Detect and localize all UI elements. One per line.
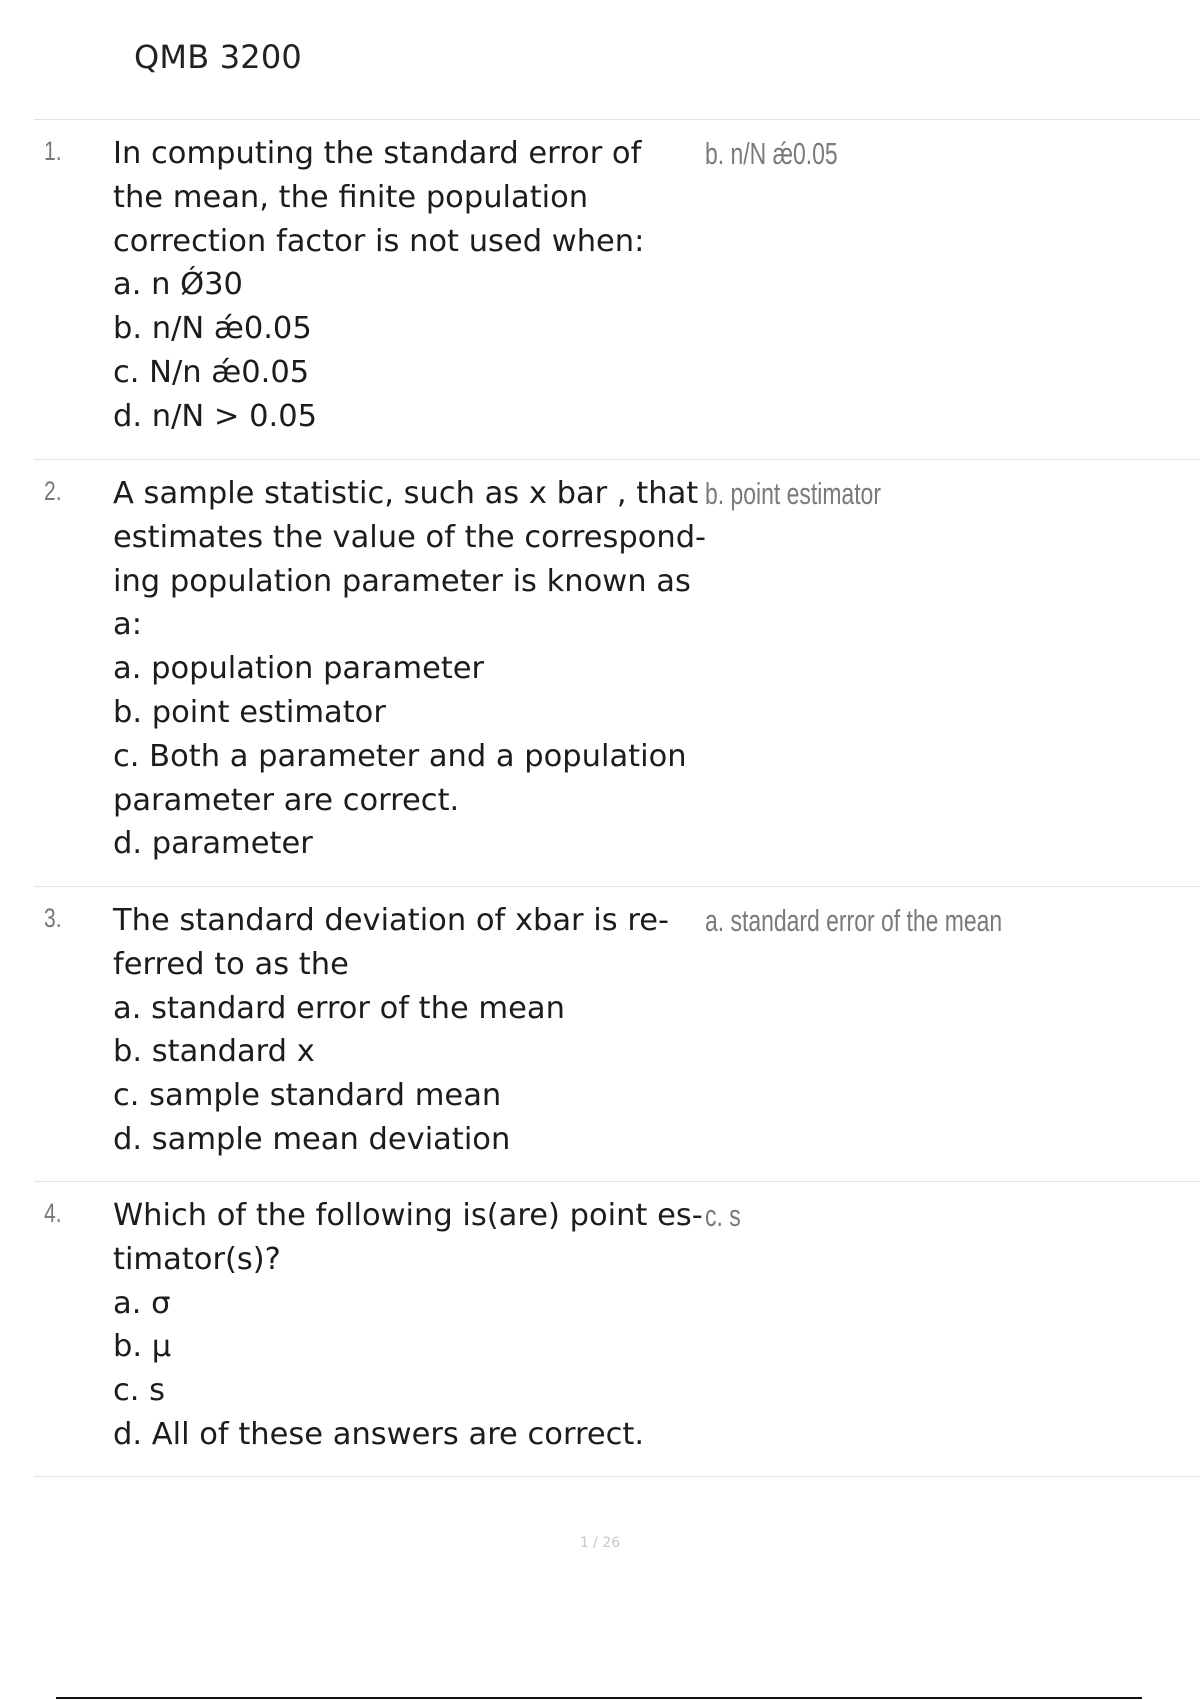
question-body: [113, 132, 713, 439]
option-c: c. s: [113, 1373, 166, 1409]
option-a: a. population parameter: [113, 651, 485, 687]
question-stem: The standard deviation of xbar is re-ferred to as the: [113, 903, 669, 982]
question-1: [34, 120, 1200, 460]
question-stem: A sample statistic, such as x bar , that estimates the value of the correspond-ing population parameter is known as a:: [113, 476, 707, 643]
option-b: b. n/N ǽ0.05: [113, 311, 312, 347]
option-c: c. Both a parameter and a population parameter are correct.: [113, 738, 687, 818]
question-body: [113, 899, 713, 1162]
question-number: 2.: [44, 476, 62, 506]
question-list: [34, 120, 1200, 1477]
page-number: 1 / 26: [579, 1535, 621, 1551]
question-4: [34, 1182, 1200, 1477]
document-title: QMB 3200: [134, 38, 302, 76]
option-list: [113, 263, 713, 438]
option-a: a. standard error of the mean: [113, 990, 565, 1026]
option-list: [113, 987, 713, 1162]
answer-text: b. n/N ǽ0.05: [705, 136, 838, 171]
question-body: [113, 472, 713, 866]
option-b: b. μ: [113, 1329, 172, 1365]
question-number: 4.: [44, 1198, 62, 1228]
answer-text: b. point estimator: [705, 476, 881, 511]
option-list: [113, 1282, 713, 1457]
option-d: d. All of these answers are correct.: [113, 1416, 645, 1452]
option-d: d. parameter: [113, 826, 313, 862]
option-a: a. n Ǿ30: [113, 267, 243, 303]
option-d: d. n/N > 0.05: [113, 398, 318, 434]
footer-rule: [56, 1697, 1142, 1699]
option-c: c. sample standard mean: [113, 1078, 502, 1114]
option-a: a. σ: [113, 1285, 171, 1321]
question-2: [34, 460, 1200, 887]
question-number: 3.: [44, 903, 62, 933]
option-b: b. point estimator: [113, 694, 386, 730]
answer-text: c. s: [705, 1198, 741, 1233]
option-d: d. sample mean deviation: [113, 1121, 511, 1157]
option-c: c. N/n ǽ0.05: [113, 354, 310, 390]
question-body: [113, 1194, 713, 1457]
option-list: [113, 647, 713, 866]
option-b: b. standard x: [113, 1034, 315, 1070]
question-3: [34, 887, 1200, 1182]
question-stem: Which of the following is(are) point es-timator(s)?: [113, 1198, 703, 1277]
answer-text: a. standard error of the mean: [705, 903, 1003, 938]
question-stem: In computing the standard error of the mean, the finite population correction factor is not used when:: [113, 136, 645, 259]
question-number: 1.: [44, 136, 62, 166]
